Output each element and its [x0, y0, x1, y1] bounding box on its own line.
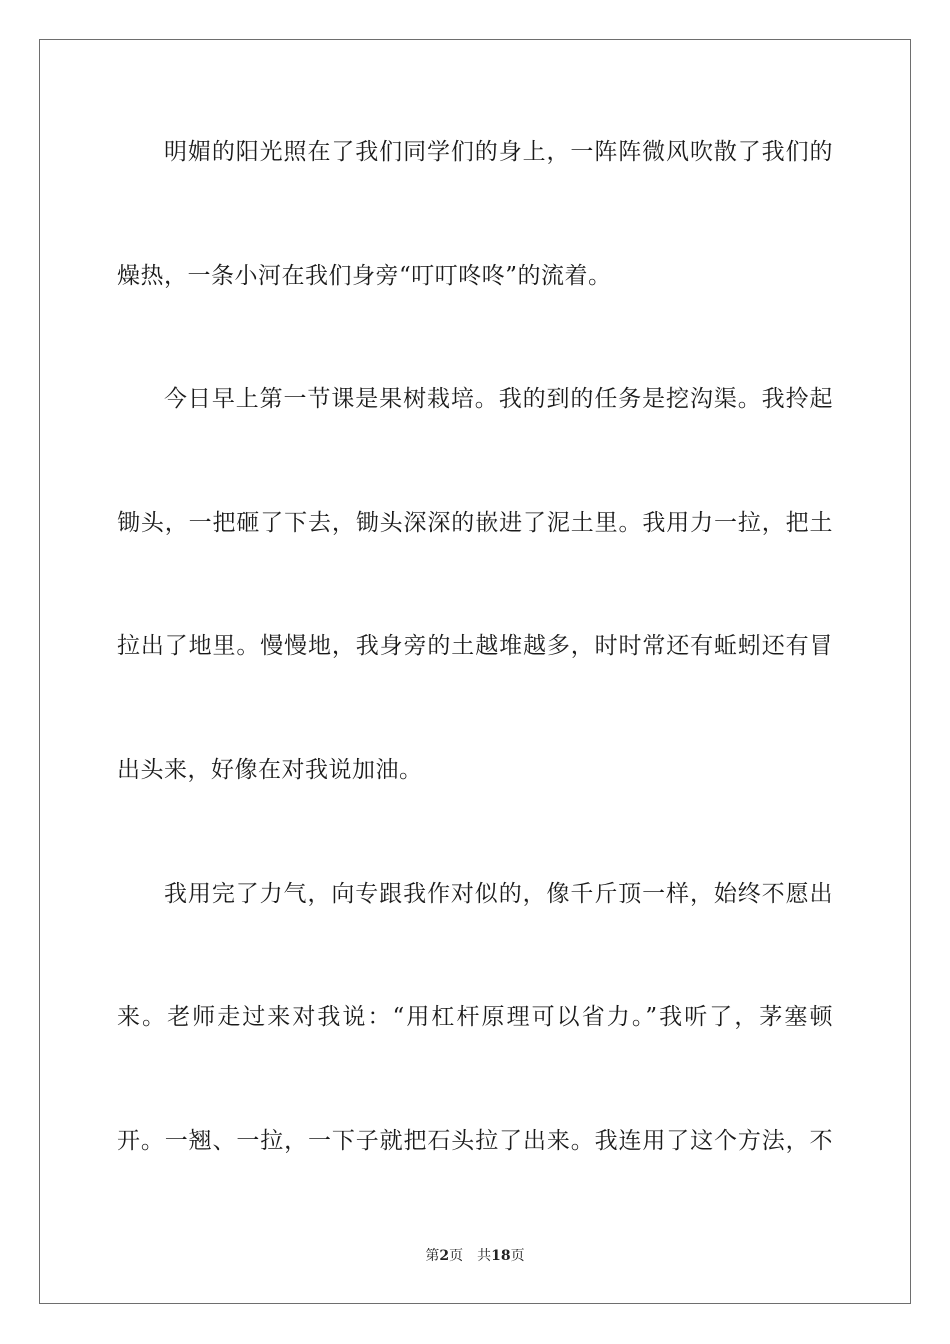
paragraph-3-line-1: 我用完了力气，向专跟我作对似的，像千斤顶一样，始终不愿出: [164, 881, 833, 907]
total-pages: 18: [491, 1248, 511, 1264]
page-suffix: 页: [449, 1248, 464, 1264]
total-prefix: 共: [477, 1248, 492, 1264]
paragraph-2-line-4: 出头来，好像在对我说加油。: [117, 757, 423, 783]
page-prefix: 第: [425, 1248, 440, 1264]
paragraph-3-line-3: 开。一翘、一拉，一下子就把石头拉了出来。我连用了这个方法，不: [117, 1128, 833, 1154]
paragraph-2-line-2: 锄头，一把砸了下去，锄头深深的嵌进了泥土里。我用力一拉，把土: [117, 510, 833, 536]
paragraph-2-line-1: 今日早上第一节课是果树栽培。我的到的任务是挖沟渠。我拎起: [164, 386, 833, 412]
page-footer: [0, 1247, 950, 1265]
total-suffix: 页: [510, 1248, 525, 1264]
paragraph-2-line-3: 拉出了地里。慢慢地，我身旁的土越堆越多，时时常还有蚯蚓还有冒: [117, 633, 833, 659]
paragraph-1-line-2: 燥热，一条小河在我们身旁“叮叮咚咚”的流着。: [117, 263, 612, 289]
paragraph-1-line-1: 明媚的阳光照在了我们同学们的身上，一阵阵微风吹散了我们的: [164, 139, 833, 165]
paragraph-3-line-2: 来。老师走过来对我说：“用杠杆原理可以省力。”我听了，茅塞顿: [117, 1004, 833, 1030]
page-number: 2: [439, 1248, 450, 1264]
page-border: [39, 39, 911, 1304]
